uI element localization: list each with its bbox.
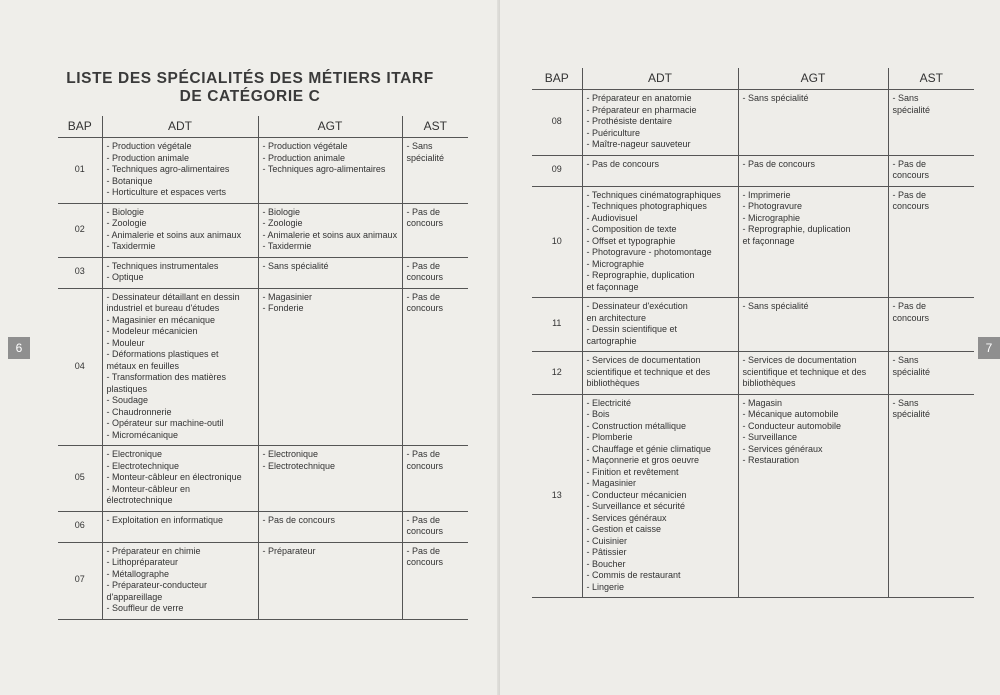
adt-item: - Monteur-câbleur en bbox=[106, 483, 191, 494]
adt-item: - Electronique bbox=[106, 449, 163, 459]
table-row bbox=[532, 155, 974, 186]
page-title bbox=[60, 70, 440, 106]
adt-cell bbox=[102, 446, 258, 512]
ast-item: - Pas de bbox=[406, 206, 441, 217]
header-row bbox=[532, 68, 974, 90]
agt-cell bbox=[738, 352, 888, 395]
adt-cell bbox=[582, 90, 738, 156]
adt-item: - Electrotechnique bbox=[106, 460, 180, 471]
table-row bbox=[58, 203, 468, 257]
adt-item: et façonnage bbox=[586, 281, 639, 292]
adt-item: cartographie bbox=[586, 335, 637, 346]
adt-item: - Micromécanique bbox=[106, 429, 179, 440]
agt-item: - Micrographie bbox=[742, 212, 801, 223]
adt-item: - Lithopréparateur bbox=[106, 557, 179, 567]
adt-item: - Transformation des matières bbox=[106, 372, 227, 382]
agt-item: - Conducteur automobile bbox=[742, 420, 842, 431]
adt-item: industriel et bureau d'études bbox=[106, 303, 220, 313]
agt-item: - Services généraux bbox=[742, 443, 823, 454]
agt-item: - Biologie bbox=[262, 206, 301, 217]
adt-item: - Métallographe bbox=[106, 568, 170, 579]
adt-item: - Photogravure - photomontage bbox=[586, 247, 712, 257]
table-row bbox=[532, 352, 974, 395]
table-row bbox=[58, 446, 468, 512]
adt-item: - Optique bbox=[106, 272, 144, 282]
adt-item: - Botanique bbox=[106, 175, 153, 186]
agt-item: - Magasin bbox=[742, 397, 783, 408]
agt-item: - Techniques agro-alimentaires bbox=[262, 164, 386, 174]
adt-item: métaux en feuilles bbox=[106, 360, 180, 371]
agt-item: - Reprographie, duplication bbox=[742, 224, 851, 234]
adt-item: - Préparateur-conducteur bbox=[106, 580, 208, 590]
ast-cell bbox=[888, 186, 974, 298]
ast-item: - Pas de bbox=[892, 189, 927, 200]
header-agt: AGT bbox=[258, 116, 402, 138]
header-ast: AST bbox=[888, 68, 974, 90]
table-row bbox=[58, 288, 468, 446]
agt-cell bbox=[258, 138, 402, 204]
agt-item: - Taxidermie bbox=[262, 241, 312, 251]
adt-item: - Dessinateur d'exécution bbox=[586, 301, 688, 311]
table-row bbox=[532, 186, 974, 298]
agt-item: - Pas de concours bbox=[742, 158, 816, 169]
adt-item: - Maître-nageur sauveteur bbox=[586, 139, 691, 149]
adt-item: - Mouleur bbox=[106, 337, 145, 348]
bap-code: 11 bbox=[532, 298, 582, 352]
adt-item: - Production végétale bbox=[106, 141, 192, 151]
header-bap: BAP bbox=[532, 68, 582, 90]
agt-item: - Magasinier bbox=[262, 291, 313, 302]
bap-code: 05 bbox=[58, 446, 102, 512]
ast-item: - Pas de bbox=[892, 301, 927, 311]
agt-cell bbox=[258, 511, 402, 542]
adt-item: - Souffleur de verre bbox=[106, 603, 184, 613]
ast-item: - Pas de bbox=[406, 291, 441, 302]
adt-item: - Opérateur sur machine-outil bbox=[106, 418, 224, 428]
adt-cell bbox=[102, 288, 258, 446]
table-row bbox=[58, 138, 468, 204]
ast-item: - Sans bbox=[892, 93, 919, 103]
adt-item: - Audiovisuel bbox=[586, 212, 638, 223]
agt-cell bbox=[738, 155, 888, 186]
table-row bbox=[532, 90, 974, 156]
page-number-tab: 7 bbox=[978, 337, 1000, 359]
header-agt: AGT bbox=[738, 68, 888, 90]
agt-item: - Imprimerie bbox=[742, 189, 791, 200]
bap-code: 01 bbox=[58, 138, 102, 204]
adt-item: - Bois bbox=[586, 409, 610, 419]
agt-item: - Photogravure bbox=[742, 201, 803, 211]
adt-item: - Puériculture bbox=[586, 127, 641, 138]
adt-item: - Reprographie, duplication bbox=[586, 270, 695, 280]
ast-item: spécialité bbox=[892, 104, 931, 115]
bap-code: 12 bbox=[532, 352, 582, 395]
header-bap: BAP bbox=[58, 116, 102, 138]
adt-item: plastiques bbox=[106, 383, 148, 394]
ast-item: concours bbox=[892, 170, 930, 180]
agt-item: scientifique et technique et des bbox=[742, 366, 867, 377]
ast-cell bbox=[888, 394, 974, 598]
adt-item: - Cuisinier bbox=[586, 535, 628, 546]
ast-item: - Pas de bbox=[406, 449, 441, 459]
agt-cell bbox=[258, 257, 402, 288]
agt-item: - Pas de concours bbox=[262, 514, 336, 525]
adt-item: - Conducteur mécanicien bbox=[586, 489, 687, 500]
ast-cell bbox=[402, 542, 468, 619]
agt-cell bbox=[738, 394, 888, 598]
adt-cell bbox=[582, 155, 738, 186]
adt-item: - Maçonnerie et gros oeuvre bbox=[586, 455, 700, 465]
bap-code: 03 bbox=[58, 257, 102, 288]
agt-item: - Electronique bbox=[262, 449, 319, 459]
adt-item: - Préparateur en chimie bbox=[106, 545, 201, 556]
adt-item: électrotechnique bbox=[106, 495, 173, 505]
ast-cell bbox=[888, 352, 974, 395]
agt-cell bbox=[258, 288, 402, 446]
header-adt: ADT bbox=[102, 116, 258, 138]
ast-item: spécialité bbox=[892, 366, 931, 377]
ast-cell bbox=[402, 203, 468, 257]
adt-item: - Magasinier bbox=[586, 478, 637, 488]
ast-cell bbox=[402, 446, 468, 512]
adt-item: - Soudage bbox=[106, 395, 149, 405]
agt-cell bbox=[738, 90, 888, 156]
adt-item: - Modeleur mécanicien bbox=[106, 326, 198, 336]
agt-cell bbox=[738, 298, 888, 352]
adt-item: - Techniques agro-alimentaires bbox=[106, 164, 230, 174]
bap-code: 06 bbox=[58, 511, 102, 542]
ast-cell bbox=[402, 511, 468, 542]
agt-item: - Animalerie et soins aux animaux bbox=[262, 229, 398, 240]
adt-item: - Services généraux bbox=[586, 512, 667, 523]
adt-cell bbox=[582, 352, 738, 395]
table-row bbox=[58, 511, 468, 542]
agt-item: - Préparateur bbox=[262, 545, 316, 556]
agt-item: - Electrotechnique bbox=[262, 460, 336, 471]
adt-item: - Production animale bbox=[106, 152, 190, 163]
table-row bbox=[532, 394, 974, 598]
agt-cell bbox=[258, 203, 402, 257]
adt-item: - Exploitation en informatique bbox=[106, 514, 224, 525]
adt-item: - Dessinateur détaillant en dessin bbox=[106, 291, 240, 302]
adt-item: - Lingerie bbox=[586, 581, 625, 592]
adt-item: en architecture bbox=[586, 312, 647, 323]
adt-item: - Plomberie bbox=[586, 432, 633, 442]
ast-item: - Pas de bbox=[406, 260, 441, 271]
adt-cell bbox=[102, 257, 258, 288]
bap-code: 04 bbox=[58, 288, 102, 446]
header-adt: ADT bbox=[582, 68, 738, 90]
adt-item: - Boucher bbox=[586, 558, 626, 569]
agt-cell bbox=[738, 186, 888, 298]
ast-cell bbox=[402, 288, 468, 446]
adt-item: - Chauffage et génie climatique bbox=[586, 443, 711, 454]
adt-item: - Finition et revêtement bbox=[586, 466, 679, 477]
bap-code: 08 bbox=[532, 90, 582, 156]
bap-code: 07 bbox=[58, 542, 102, 619]
adt-item: d'appareillage bbox=[106, 591, 163, 602]
adt-item: bibliothèques bbox=[586, 378, 640, 388]
adt-item: - Chaudronnerie bbox=[106, 406, 172, 417]
adt-item: - Pâtissier bbox=[586, 547, 627, 557]
agt-cell bbox=[258, 542, 402, 619]
agt-cell bbox=[258, 446, 402, 512]
adt-cell bbox=[102, 542, 258, 619]
ast-item: concours bbox=[406, 526, 444, 536]
agt-item: - Zoologie bbox=[262, 218, 303, 228]
adt-item: - Techniques cinématographiques bbox=[586, 189, 721, 200]
adt-item: - Taxidermie bbox=[106, 241, 156, 251]
adt-item: - Offset et typographie bbox=[586, 235, 676, 246]
right-page bbox=[500, 0, 1000, 695]
agt-item: - Production végétale bbox=[262, 141, 348, 151]
adt-item: - Electricité bbox=[586, 397, 632, 408]
bap-code: 13 bbox=[532, 394, 582, 598]
table-row bbox=[58, 542, 468, 619]
adt-item: - Biologie bbox=[106, 206, 145, 217]
bap-code: 09 bbox=[532, 155, 582, 186]
agt-item: - Restauration bbox=[742, 455, 800, 465]
ast-item: - Pas de bbox=[406, 545, 441, 556]
adt-item: - Commis de restaurant bbox=[586, 570, 681, 580]
ast-cell bbox=[888, 155, 974, 186]
table-row bbox=[532, 298, 974, 352]
adt-cell bbox=[582, 298, 738, 352]
adt-item: - Déformations plastiques et bbox=[106, 349, 219, 359]
ast-cell bbox=[402, 257, 468, 288]
adt-item: scientifique et technique et des bbox=[586, 366, 711, 377]
adt-item: - Prothésiste dentaire bbox=[586, 116, 673, 126]
ast-item: concours bbox=[892, 312, 930, 323]
adt-item: - Techniques photographiques bbox=[586, 201, 707, 211]
adt-cell bbox=[102, 511, 258, 542]
ast-cell bbox=[888, 298, 974, 352]
ast-item: spécialité bbox=[892, 409, 931, 419]
adt-item: - Horticulture et espaces verts bbox=[106, 187, 227, 197]
adt-cell bbox=[102, 203, 258, 257]
agt-item: - Sans spécialité bbox=[742, 93, 809, 103]
adt-item: - Pas de concours bbox=[586, 158, 660, 169]
header-ast: AST bbox=[402, 116, 468, 138]
adt-item: - Monteur-câbleur en électronique bbox=[106, 472, 242, 482]
agt-item: bibliothèques bbox=[742, 378, 796, 388]
adt-item: - Services de documentation bbox=[586, 355, 701, 365]
ast-item: concours bbox=[406, 460, 444, 471]
bap-code: 10 bbox=[532, 186, 582, 298]
ast-item: concours bbox=[406, 272, 444, 282]
agt-item: - Surveillance bbox=[742, 432, 798, 442]
page-number-tab: 6 bbox=[8, 337, 30, 359]
adt-item: - Préparateur en anatomie bbox=[586, 93, 692, 103]
adt-item: - Préparateur en pharmacie bbox=[586, 104, 697, 115]
agt-item: et façonnage bbox=[742, 235, 795, 246]
adt-cell bbox=[582, 186, 738, 298]
adt-item: - Micrographie bbox=[586, 258, 645, 269]
agt-item: - Sans spécialité bbox=[742, 301, 809, 311]
table-row bbox=[58, 257, 468, 288]
adt-item: - Surveillance et sécurité bbox=[586, 501, 686, 511]
adt-item: - Dessin scientifique et bbox=[586, 324, 678, 334]
specialites-table-left bbox=[58, 116, 468, 620]
ast-cell bbox=[888, 90, 974, 156]
header-row bbox=[58, 116, 468, 138]
agt-item: - Sans spécialité bbox=[262, 260, 329, 271]
ast-item: concours bbox=[406, 218, 444, 228]
adt-item: - Magasinier en mécanique bbox=[106, 314, 216, 325]
adt-cell bbox=[582, 394, 738, 598]
adt-item: - Construction métallique bbox=[586, 420, 687, 431]
adt-item: - Zoologie bbox=[106, 218, 147, 228]
title-line-1: LISTE DES SPÉCIALITÉS DES MÉTIERS ITARF bbox=[66, 70, 434, 87]
adt-item: - Techniques instrumentales bbox=[106, 260, 219, 271]
ast-item: concours bbox=[406, 557, 444, 567]
adt-item: - Animalerie et soins aux animaux bbox=[106, 229, 242, 240]
ast-item: - Sans bbox=[406, 141, 433, 151]
ast-item: - Sans bbox=[892, 355, 919, 365]
specialites-table-right bbox=[532, 68, 974, 598]
ast-cell bbox=[402, 138, 468, 204]
adt-item: - Composition de texte bbox=[586, 224, 677, 234]
ast-item: concours bbox=[406, 303, 444, 313]
ast-item: - Pas de bbox=[892, 158, 927, 169]
title-line-2: DE CATÉGORIE C bbox=[179, 88, 321, 105]
bap-code: 02 bbox=[58, 203, 102, 257]
adt-cell bbox=[102, 138, 258, 204]
agt-item: - Fonderie bbox=[262, 303, 304, 313]
adt-item: - Gestion et caisse bbox=[586, 524, 662, 534]
ast-item: - Sans bbox=[892, 397, 919, 408]
agt-item: - Mécanique automobile bbox=[742, 409, 839, 419]
agt-item: - Production animale bbox=[262, 152, 346, 163]
ast-item: spécialité bbox=[406, 152, 445, 163]
ast-item: concours bbox=[892, 201, 930, 211]
agt-item: - Services de documentation bbox=[742, 355, 857, 365]
ast-item: - Pas de bbox=[406, 514, 441, 525]
